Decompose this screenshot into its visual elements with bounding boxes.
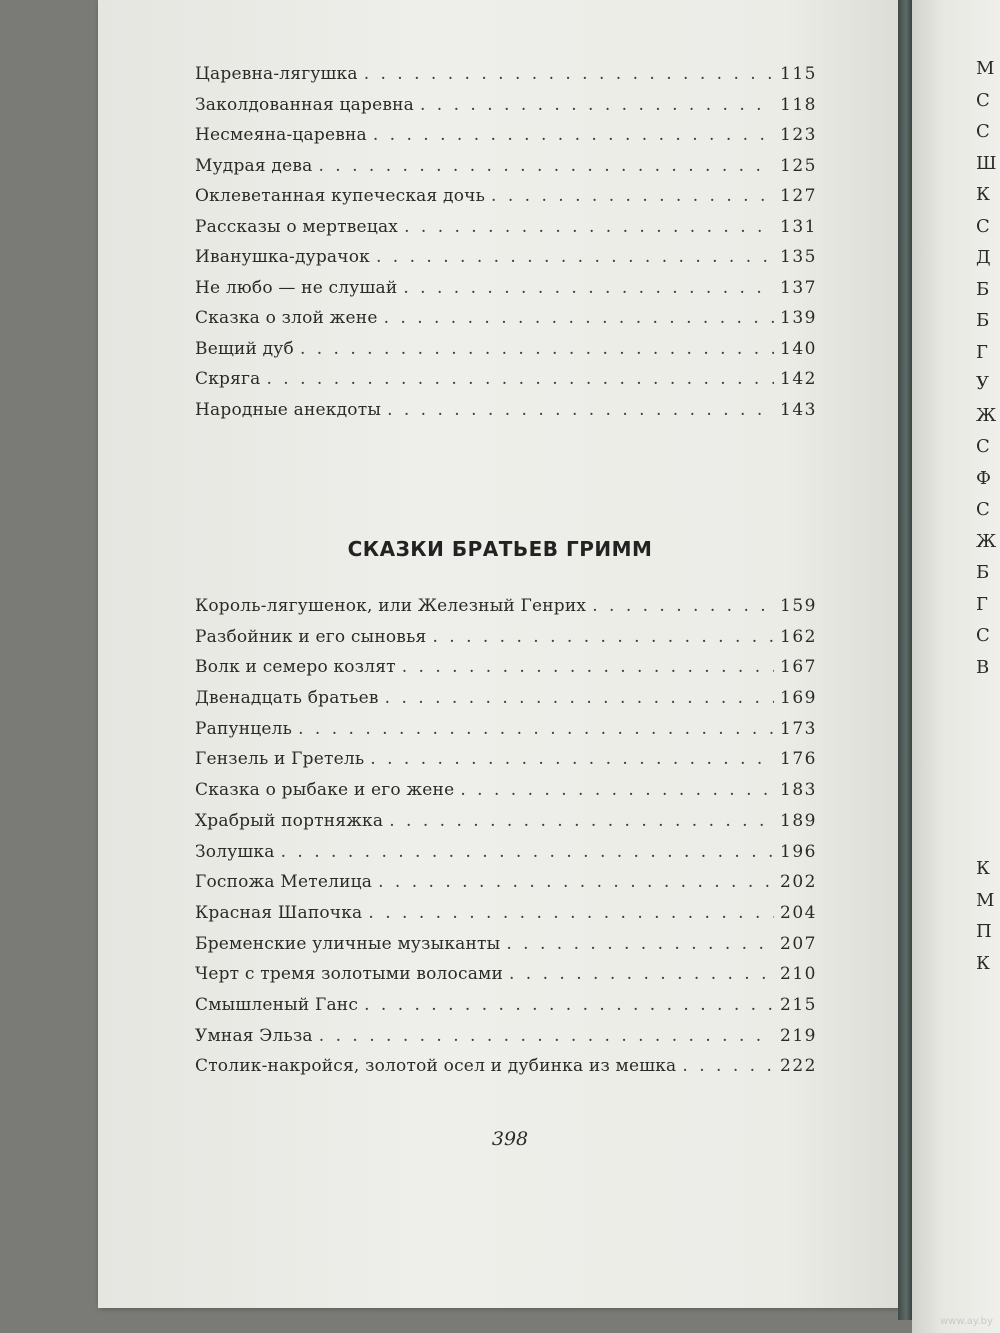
toc-entry — [195, 872, 817, 903]
toc-entry-title: Красная Шапочка — [195, 902, 363, 923]
toc-entry-page-number: 135 — [780, 247, 817, 267]
toc-entry-title: Волк и семеро козлят — [195, 657, 396, 678]
toc-entry — [195, 186, 817, 217]
right-page-line-fragment: Д — [976, 247, 991, 268]
right-page-line-fragment: Ф — [976, 467, 991, 489]
toc-entry-page-number: 176 — [780, 749, 817, 770]
toc-entry-title: Рассказы о мертвецах — [195, 216, 399, 237]
toc-entry-page-number: 183 — [780, 780, 817, 801]
right-page-line-fragment: С — [976, 625, 990, 646]
toc-entry-page-number: 202 — [780, 872, 817, 893]
toc-entry-title: Сказка о злой жене — [195, 308, 378, 328]
toc-entry-page-number: 115 — [780, 64, 817, 84]
right-page-text-fragments-lower — [976, 858, 1000, 984]
toc-entry — [195, 95, 817, 126]
dot-leader — [384, 308, 774, 328]
toc-entry-page-number: 210 — [780, 964, 817, 985]
section-heading-text: СКАЗКИ БРАТЬЕВ ГРИММ — [347, 537, 653, 561]
toc-entry-title: Разбойник и его сыновья — [195, 626, 427, 647]
toc-entry-title: Столик-накройся, золотой осел и дубинка из мешка — [195, 1056, 677, 1077]
dot-leader — [506, 934, 774, 954]
dot-leader — [387, 400, 774, 420]
right-page-line-fragment: С — [976, 89, 990, 111]
right-page-line-fragment: Б — [976, 278, 990, 300]
toc-entry — [195, 688, 817, 719]
right-page-line-fragment: П — [976, 921, 992, 942]
toc-entry — [195, 217, 817, 248]
toc-entry-title: Черт с тремя золотыми волосами — [195, 964, 503, 985]
dot-leader — [378, 872, 774, 892]
toc-entry-title: Несмеяна-царевна — [195, 125, 367, 145]
right-page-text-fragments — [976, 58, 1000, 688]
dot-leader — [404, 217, 774, 237]
toc-entry-page-number: 169 — [780, 688, 817, 709]
right-page-line-fragment: Ш — [976, 152, 997, 174]
toc-entry-page-number: 137 — [780, 277, 817, 298]
right-page-line-fragment: В — [976, 656, 990, 678]
right-page-line-fragment: Б — [976, 562, 990, 583]
toc-entry-title: Не любо — не слушай — [195, 277, 398, 298]
toc-entry — [195, 369, 817, 400]
page-number: 398 — [491, 1128, 529, 1150]
dot-leader — [364, 64, 774, 84]
toc-entry-title: Иванушка-дурачок — [195, 247, 370, 267]
section-heading — [0, 537, 1000, 561]
right-page-line-fragment: У — [976, 373, 990, 394]
dot-leader — [370, 749, 774, 769]
dot-leader — [592, 596, 774, 616]
dot-leader — [376, 247, 774, 267]
toc-entry — [195, 842, 817, 873]
toc-entry-page-number: 142 — [780, 369, 817, 389]
toc-entry — [195, 995, 817, 1026]
right-page-line-fragment: К — [976, 858, 990, 879]
toc-entry-title: Храбрый портняжка — [195, 810, 384, 831]
toc-entry-page-number: 207 — [780, 933, 817, 954]
dot-leader — [491, 186, 774, 206]
toc-entry-page-number: 189 — [780, 810, 817, 831]
dot-leader — [373, 125, 774, 145]
dot-leader — [385, 688, 774, 708]
toc-entry-title: Заколдованная царевна — [195, 94, 414, 115]
toc-entry — [195, 278, 817, 309]
right-page-line-fragment: К — [976, 184, 990, 205]
toc-entry — [195, 156, 817, 187]
dot-leader — [319, 1026, 774, 1046]
toc-entry-page-number: 131 — [780, 216, 817, 237]
right-page-line-fragment: М — [976, 58, 995, 79]
right-page-line-fragment: М — [976, 889, 995, 911]
toc-entry — [195, 247, 817, 278]
toc-entry-title: Бременские уличные музыканты — [195, 933, 501, 954]
toc-entry-title: Народные анекдоты — [195, 399, 382, 420]
watermark: www.ay.by — [940, 1316, 993, 1327]
toc-entry — [195, 125, 817, 156]
right-page-line-fragment: К — [976, 952, 990, 974]
table-of-contents-part-1 — [195, 64, 817, 430]
toc-entry — [195, 1026, 817, 1057]
toc-entry-page-number: 159 — [780, 596, 817, 616]
toc-entry — [195, 1056, 817, 1087]
toc-entry-title: Гензель и Гретель — [195, 749, 365, 770]
dot-leader — [420, 95, 774, 115]
toc-entry-page-number: 118 — [780, 94, 817, 115]
toc-entry-page-number: 173 — [780, 718, 817, 739]
toc-entry — [195, 308, 817, 339]
dot-leader — [682, 1056, 774, 1076]
toc-entry — [195, 596, 817, 627]
toc-entry — [195, 934, 817, 965]
toc-entry-page-number: 125 — [780, 155, 817, 176]
toc-entry-page-number: 204 — [780, 902, 817, 923]
toc-entry-page-number: 123 — [780, 125, 817, 145]
toc-entry-title: Смышленый Ганс — [195, 994, 359, 1015]
toc-entry-page-number: 140 — [780, 338, 817, 359]
toc-entry — [195, 780, 817, 811]
toc-entry-page-number: 127 — [780, 186, 817, 206]
dot-leader — [460, 780, 774, 800]
dot-leader — [509, 964, 774, 984]
dot-leader — [402, 657, 774, 677]
toc-entry-title: Мудрая дева — [195, 155, 313, 176]
dot-leader — [266, 369, 774, 389]
toc-entry — [195, 64, 817, 95]
toc-entry — [195, 627, 817, 658]
dot-leader — [298, 719, 774, 739]
dot-leader — [364, 995, 774, 1015]
right-page-line-fragment: Г — [976, 341, 988, 363]
toc-entry-title: Рапунцель — [195, 718, 293, 739]
toc-entry-title: Двенадцать братьев — [195, 688, 379, 709]
toc-entry-page-number: 196 — [780, 841, 817, 862]
toc-entry-title: Вещий дуб — [195, 338, 294, 359]
toc-entry-page-number: 215 — [780, 994, 817, 1015]
dot-leader — [389, 811, 774, 831]
right-page-line-fragment: Б — [976, 310, 990, 331]
table-of-contents-part-2 — [195, 596, 817, 1087]
toc-entry — [195, 339, 817, 370]
right-page-line-fragment: С — [976, 121, 990, 142]
dot-leader — [432, 627, 774, 647]
toc-entry — [195, 400, 817, 431]
toc-entry-page-number: 222 — [780, 1056, 817, 1077]
dot-leader — [318, 156, 774, 176]
toc-entry-title: Сказка о рыбаке и его жене — [195, 780, 455, 801]
toc-entry-page-number: 219 — [780, 1025, 817, 1046]
toc-entry — [195, 657, 817, 688]
toc-entry — [195, 749, 817, 780]
toc-entry-page-number: 167 — [780, 657, 817, 678]
toc-entry-title: Король-лягушенок, или Железный Генрих — [195, 596, 587, 616]
toc-entry-title: Царевна-лягушка — [195, 64, 358, 84]
right-page-line-fragment: Ж — [976, 530, 997, 552]
toc-entry-title: Умная Эльза — [195, 1025, 313, 1046]
right-page-line-fragment: С — [976, 215, 990, 237]
right-page-line-fragment: Г — [976, 593, 988, 615]
dot-leader — [281, 842, 774, 862]
toc-entry — [195, 719, 817, 750]
right-page-line-fragment: Ж — [976, 404, 997, 426]
dot-leader — [368, 903, 774, 923]
dot-leader — [300, 339, 774, 359]
toc-entry-title: Скряга — [195, 369, 261, 389]
toc-entry-title: Оклеветанная купеческая дочь — [195, 186, 486, 206]
toc-entry — [195, 903, 817, 934]
dot-leader — [403, 278, 774, 298]
toc-entry — [195, 964, 817, 995]
toc-entry-page-number: 139 — [780, 308, 817, 328]
right-page-line-fragment: С — [976, 499, 990, 520]
right-page-line-fragment: С — [976, 436, 990, 457]
toc-entry-page-number: 162 — [780, 626, 817, 647]
toc-entry — [195, 811, 817, 842]
toc-entry-title: Золушка — [195, 841, 275, 862]
toc-entry-title: Госпожа Метелица — [195, 872, 373, 893]
toc-entry-page-number: 143 — [780, 399, 817, 420]
